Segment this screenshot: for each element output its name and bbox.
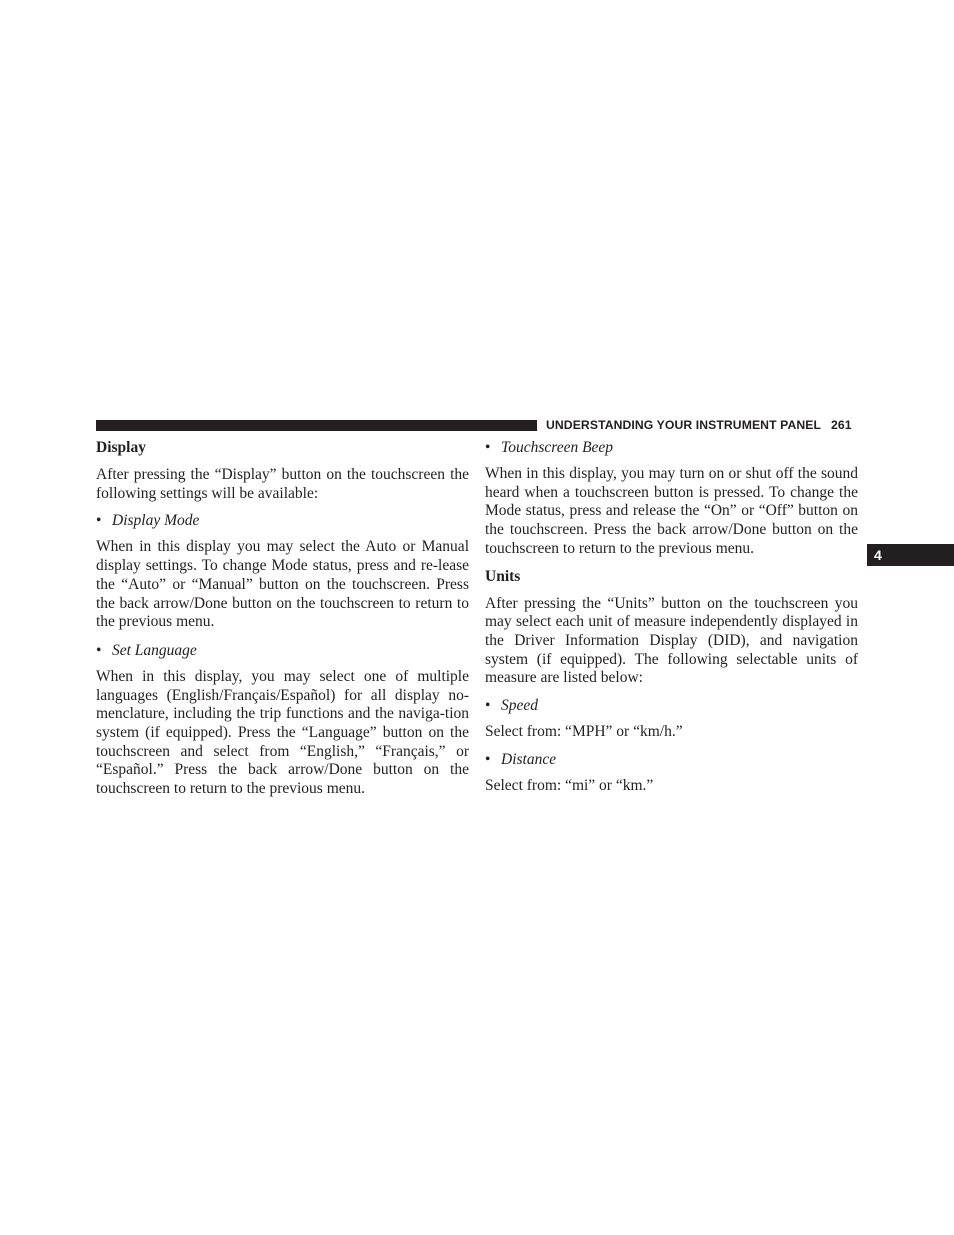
bullet-title: Display Mode bbox=[112, 512, 200, 530]
bullet-title: Distance bbox=[501, 750, 557, 768]
running-header bbox=[546, 417, 858, 433]
set-language-text: When in this display, you may select one of multiple languages (English/Français/Español) for all display no-menclature, including the trip functions and the naviga-tion system (if equipped). Press the “Language” button on the touchscreen and select from “English,” “Français,” or “Español.” Press the back arrow/Done button on the touchscreen to return to the previous menu. bbox=[96, 667, 469, 798]
bullet-title: Set Language bbox=[112, 641, 197, 659]
chapter-tab: 4 bbox=[867, 544, 954, 566]
units-intro: After pressing the “Units” button on the touchscreen you may select each unit of measure independently displayed in the Driver Information Display (DID), and navigation system (if equipped). The following selectable units of measure are listed below: bbox=[485, 594, 858, 687]
header-title: UNDERSTANDING YOUR INSTRUMENT PANEL bbox=[546, 418, 822, 432]
bullet-title: Speed bbox=[501, 697, 539, 715]
touchscreen-beep-text: When in this display, you may turn on or shut off the sound heard when a touchscreen button is pressed. To change the Mode status, press and release the “On” or “Off” button on the touchscreen. Press the back arrow/Done button on the touchscreen to return to the previous menu. bbox=[485, 465, 858, 557]
bullet-speed bbox=[485, 695, 858, 717]
bullet-dot: • bbox=[485, 439, 491, 456]
bullet-dot: • bbox=[485, 750, 491, 768]
left-column bbox=[96, 437, 469, 806]
bullet-dot: • bbox=[96, 641, 102, 659]
bullet-set-language bbox=[96, 640, 469, 662]
section-heading-units: Units bbox=[485, 567, 521, 585]
bullet-dot: • bbox=[485, 697, 491, 715]
right-column bbox=[485, 437, 858, 802]
speed-text: Select from: “MPH” or “km/h.” bbox=[485, 723, 683, 741]
header-rule bbox=[96, 420, 537, 431]
page-number: 261 bbox=[831, 418, 852, 432]
bullet-display-mode bbox=[96, 510, 469, 532]
bullet-distance bbox=[485, 749, 858, 771]
section-heading-display: Display bbox=[96, 439, 146, 456]
display-intro: After pressing the “Display” button on the touchscreen the following settings will be available: bbox=[96, 466, 469, 502]
bullet-dot: • bbox=[96, 512, 102, 530]
bullet-title: Touchscreen Beep bbox=[501, 439, 614, 456]
distance-text: Select from: “mi” or “km.” bbox=[485, 776, 654, 794]
bullet-touchscreen-beep bbox=[485, 437, 858, 459]
display-mode-text: When in this display you may select the Auto or Manual display settings. To change Mode status, press and re-lease the “Auto” or “Manual” button on the touchscreen. Press the back arrow/Done button on the touchscreen to return to the previous menu. bbox=[96, 538, 469, 631]
